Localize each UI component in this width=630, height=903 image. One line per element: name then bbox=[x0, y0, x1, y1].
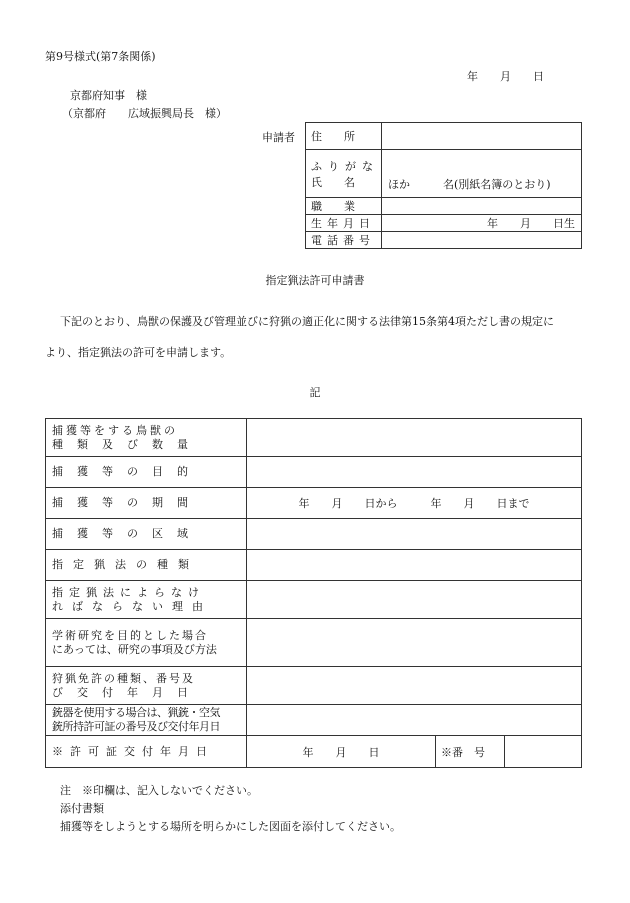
table-row bbox=[46, 619, 582, 667]
item-value-field[interactable] bbox=[247, 419, 582, 457]
name-label: 氏 名 bbox=[311, 175, 355, 189]
item-value-field[interactable] bbox=[247, 550, 582, 581]
date-line: 年 月 日 bbox=[467, 70, 544, 83]
table-row bbox=[46, 457, 582, 488]
applicant-row-address bbox=[306, 123, 582, 150]
document-title: 指定猟法許可申請書 bbox=[265, 274, 365, 287]
occupation-label: 職 業 bbox=[311, 200, 355, 213]
applicant-row-name bbox=[306, 150, 582, 198]
name-field[interactable]: ほか 名(別紙名簿のとおり) bbox=[382, 150, 582, 198]
applicant-row-birthdate bbox=[306, 215, 582, 232]
phone-field[interactable] bbox=[382, 232, 582, 249]
form-number: 第9号様式(第7条関係) bbox=[45, 50, 156, 63]
item-label: 銃所持許可証の番号及び交付年月日 bbox=[52, 720, 220, 733]
table-row bbox=[46, 519, 582, 550]
table-row bbox=[46, 488, 582, 519]
birthdate-field[interactable]: 年 月 日生 bbox=[382, 215, 582, 232]
body-text-line1: 下記のとおり、鳥獣の保護及び管理並びに狩猟の適正化に関する法律第15条第4項ただし書の規定に bbox=[60, 315, 554, 328]
permit-date-label: ※許可証交付年月日 bbox=[52, 744, 214, 758]
applicant-label: 申請者 bbox=[262, 131, 295, 144]
item-label: 捕獲等をする鳥獣の bbox=[52, 423, 178, 437]
occupation-field[interactable] bbox=[382, 198, 582, 215]
item-label: 捕獲等の目的 bbox=[52, 465, 202, 478]
furigana-label: ふりがな bbox=[311, 159, 379, 173]
permit-number-field[interactable] bbox=[505, 736, 581, 767]
item-label: ればならない理由 bbox=[52, 599, 212, 613]
permit-number-label: ※番 号 bbox=[435, 736, 505, 767]
attachment-heading: 添付書類 bbox=[60, 802, 104, 815]
item-label: にあっては、研究の事項及び方法 bbox=[52, 642, 217, 656]
item-value-field[interactable] bbox=[247, 667, 582, 705]
permit-date-field[interactable]: 年 月 日 bbox=[302, 745, 380, 759]
item-label: 指定猟法の種類 bbox=[52, 558, 199, 571]
item-label: 捕獲等の期間 bbox=[52, 496, 202, 509]
note-text: 注 ※印欄は、記入しないでください。 bbox=[60, 784, 258, 797]
table-row bbox=[46, 581, 582, 619]
address-field[interactable] bbox=[382, 123, 582, 150]
addressee-bureau: （京都府 広域振興局長 様） bbox=[62, 107, 227, 120]
birthdate-label: 生年月日 bbox=[311, 217, 375, 230]
phone-label: 電話番号 bbox=[311, 234, 375, 247]
item-value-field[interactable] bbox=[247, 457, 582, 488]
item-label: 狩猟免許の種類、番号及 bbox=[52, 671, 195, 685]
main-items-table bbox=[45, 418, 582, 768]
applicant-row-occupation bbox=[306, 198, 582, 215]
item-value-field[interactable] bbox=[247, 581, 582, 619]
item-label: 捕獲等の区域 bbox=[52, 527, 202, 540]
item-label: 学術研究を目的とした場合 bbox=[52, 628, 208, 642]
item-value-field[interactable] bbox=[247, 619, 582, 667]
table-row-permit bbox=[46, 736, 582, 768]
table-row bbox=[46, 419, 582, 457]
item-label: 指定猟法によらなけ bbox=[52, 585, 205, 599]
ki-heading: 記 bbox=[309, 386, 321, 399]
body-text-line2: より、指定猟法の許可を申請します。 bbox=[45, 346, 232, 359]
table-row bbox=[46, 667, 582, 705]
item-value-field[interactable] bbox=[247, 705, 582, 736]
applicant-row-phone bbox=[306, 232, 582, 249]
address-label: 住 所 bbox=[311, 130, 355, 143]
addressee-governor: 京都府知事 様 bbox=[70, 89, 147, 102]
item-label: 種類及び数量 bbox=[52, 437, 202, 451]
capture-period-field[interactable]: 年 月 日から 年 月 日まで bbox=[247, 488, 582, 519]
applicant-table bbox=[305, 122, 582, 249]
attachment-text: 捕獲等をしようとする場所を明らかにした図面を添付してください。 bbox=[60, 820, 401, 833]
item-label: び交付年月日 bbox=[52, 685, 202, 699]
table-row bbox=[46, 705, 582, 736]
table-row bbox=[46, 550, 582, 581]
item-label: 銃器を使用する場合は、猟銃・空気 bbox=[52, 706, 220, 719]
item-value-field[interactable] bbox=[247, 519, 582, 550]
